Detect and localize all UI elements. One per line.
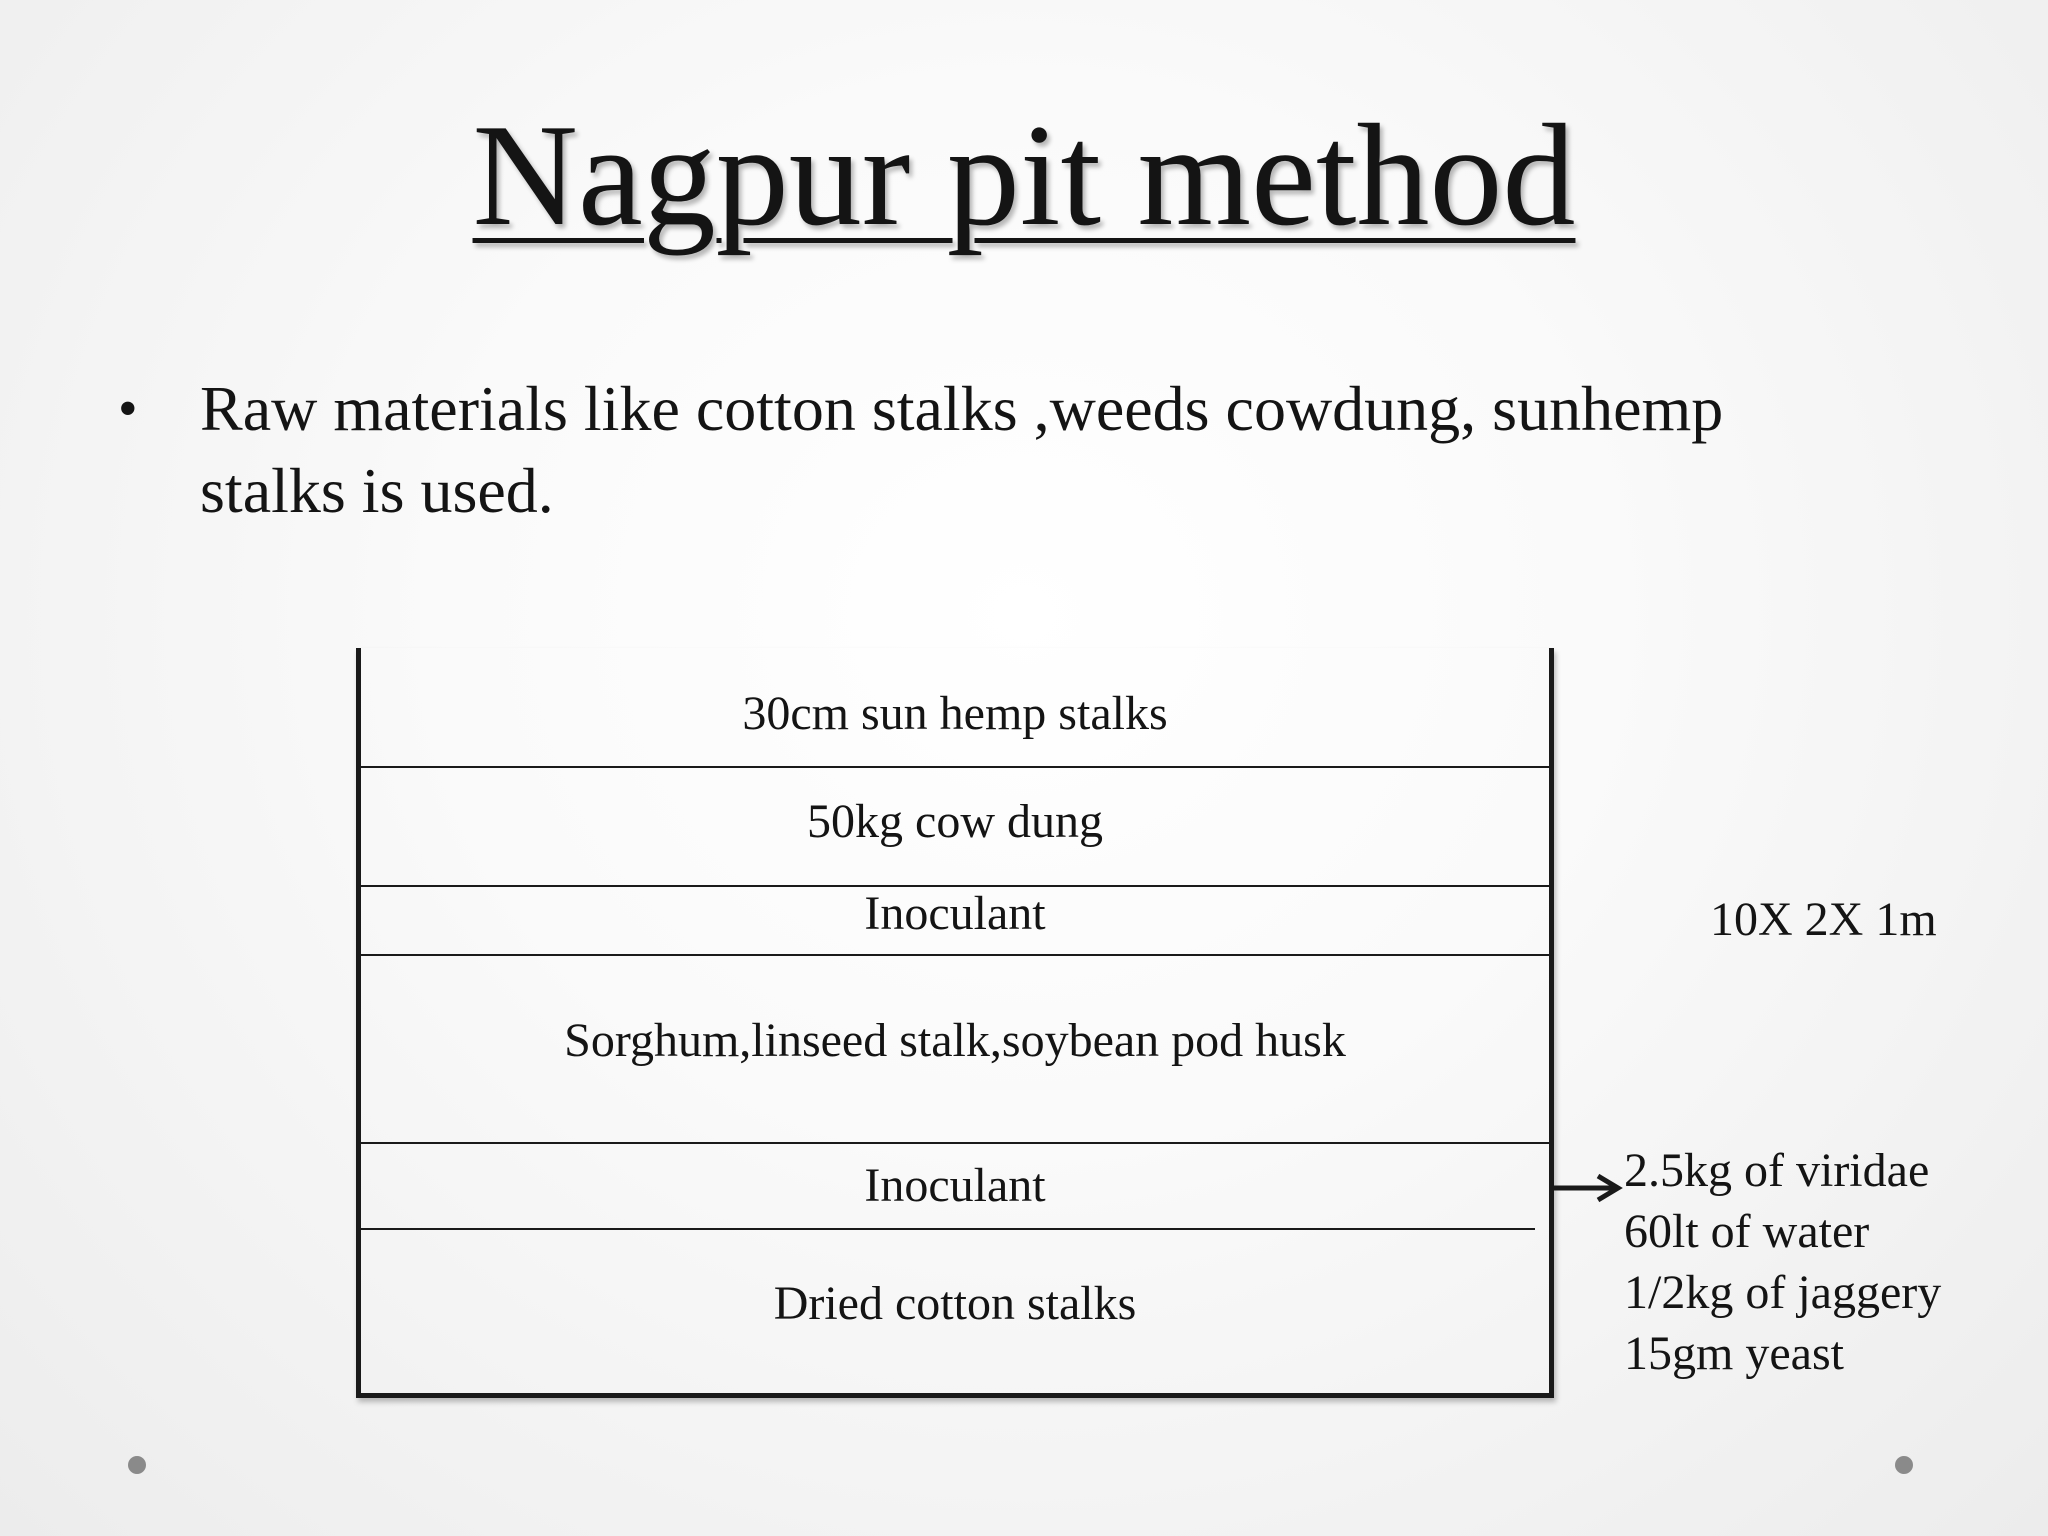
- layer-label-cotton-stalks: Dried cotton stalks: [773, 1277, 1137, 1330]
- recipe-line: 2.5kg of viridae: [1624, 1144, 1930, 1197]
- layer-label-cow-dung: 50kg cow dung: [807, 795, 1103, 848]
- nav-dot-left: [128, 1456, 146, 1474]
- slide-title: [0, 95, 2048, 255]
- layer-divider: [361, 1228, 1535, 1230]
- layer-divider: [361, 954, 1549, 956]
- bullet-point: [118, 368, 1738, 532]
- pit-diagram: [356, 648, 1554, 1398]
- bullet-icon: •: [118, 378, 138, 440]
- layer-label-crop-residue: Sorghum,linseed stalk,soybean pod husk: [564, 1014, 1346, 1067]
- inoculant-recipe: [1624, 1140, 1941, 1384]
- pit-dimensions: 10X 2X 1m: [1710, 893, 1937, 946]
- layer-label-inoculant-top: Inoculant: [864, 887, 1046, 940]
- arrow-right-icon: [1552, 1170, 1624, 1206]
- nav-dot-right: [1895, 1456, 1913, 1474]
- slide-title-text: Nagpur pit method: [472, 94, 1576, 256]
- layer-divider: [361, 1142, 1549, 1144]
- layer-label-inoculant-bottom: Inoculant: [864, 1159, 1046, 1212]
- layer-label-sun-hemp: 30cm sun hemp stalks: [742, 687, 1168, 740]
- recipe-line: 15gm yeast: [1624, 1327, 1844, 1380]
- recipe-line: 60lt of water: [1624, 1205, 1870, 1258]
- layer-divider: [361, 766, 1549, 768]
- recipe-line: 1/2kg of jaggery: [1624, 1266, 1942, 1319]
- bullet-text: Raw materials like cotton stalks ,weeds cowdung, sunhemp stalks is used.: [200, 373, 1724, 526]
